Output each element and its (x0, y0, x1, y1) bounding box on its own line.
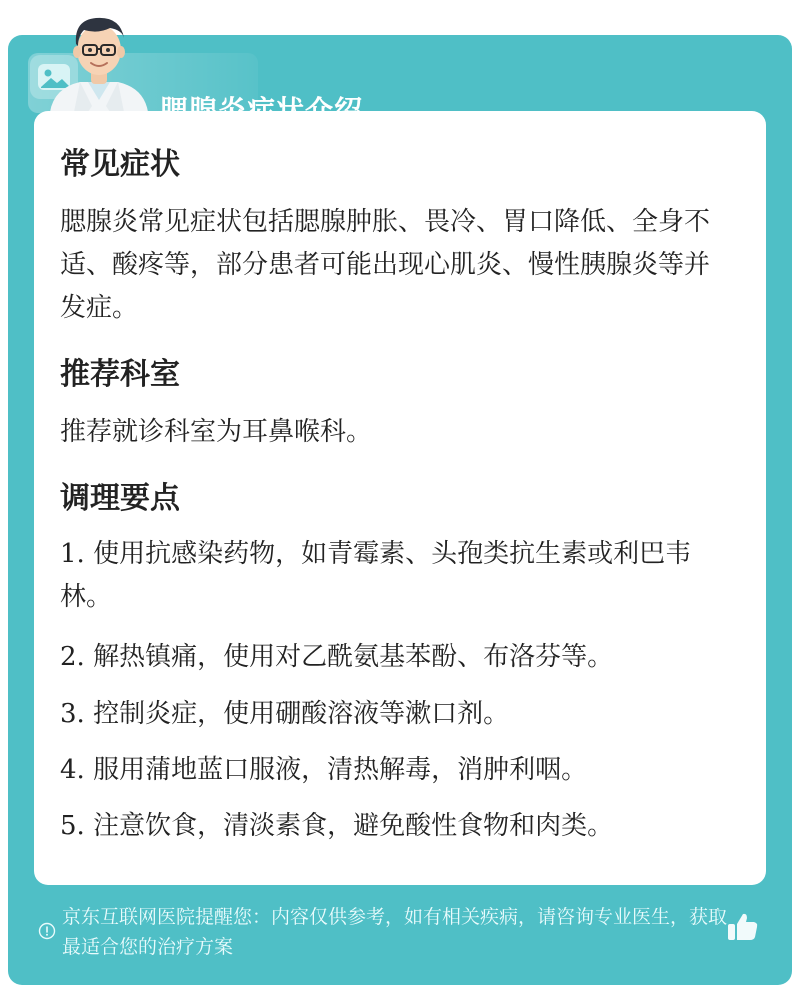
list-item (60, 693, 740, 736)
list-item-text: 解热镇痛，使用对乙酰氨基苯酚、布洛芬等。 (93, 642, 614, 672)
list-item-number: 3. (60, 699, 85, 729)
list-item-text: 服用蒲地蓝口服液，清热解毒，消肿利咽。 (93, 755, 588, 785)
list-item-number: 4. (60, 755, 85, 785)
list-item-text: 注意饮食，清淡素食，避免酸性食物和肉类。 (93, 811, 614, 841)
content-card (34, 111, 766, 885)
list-item (60, 749, 740, 792)
list-item-number: 5. (60, 811, 85, 841)
list-item-number: 1. (60, 539, 85, 569)
list-item (60, 533, 740, 619)
list-item-text: 使用抗感染药物，如青霉素、头孢类抗生素或利巴韦林。 (60, 539, 692, 612)
info-icon (38, 922, 56, 940)
section-title-department: 推荐科室 (60, 357, 180, 392)
section-title-care: 调理要点 (60, 481, 180, 516)
symptoms-text: 腮腺炎常见症状包括腮腺肿胀、畏冷、胃口降低、全身不适、酸疼等，部分患者可能出现心肌炎、慢性胰腺炎等并发症。 (60, 207, 711, 323)
doctor-avatar (44, 8, 154, 112)
list-item (60, 805, 740, 848)
section-title-symptoms: 常见症状 (60, 147, 180, 182)
list-item-text: 控制炎症，使用硼酸溶液等漱口剂。 (93, 699, 510, 729)
list-item-number: 2. (60, 642, 85, 672)
disclaimer-text: 京东互联网医院提醒您：内容仅供参考，如有相关疾病，请咨询专业医生，获取最适合您的治疗方案 (62, 906, 728, 958)
thumbs-up-icon[interactable] (726, 910, 760, 944)
department-text: 推荐就诊科室为耳鼻喉科。 (60, 417, 373, 447)
list-item (60, 636, 740, 679)
